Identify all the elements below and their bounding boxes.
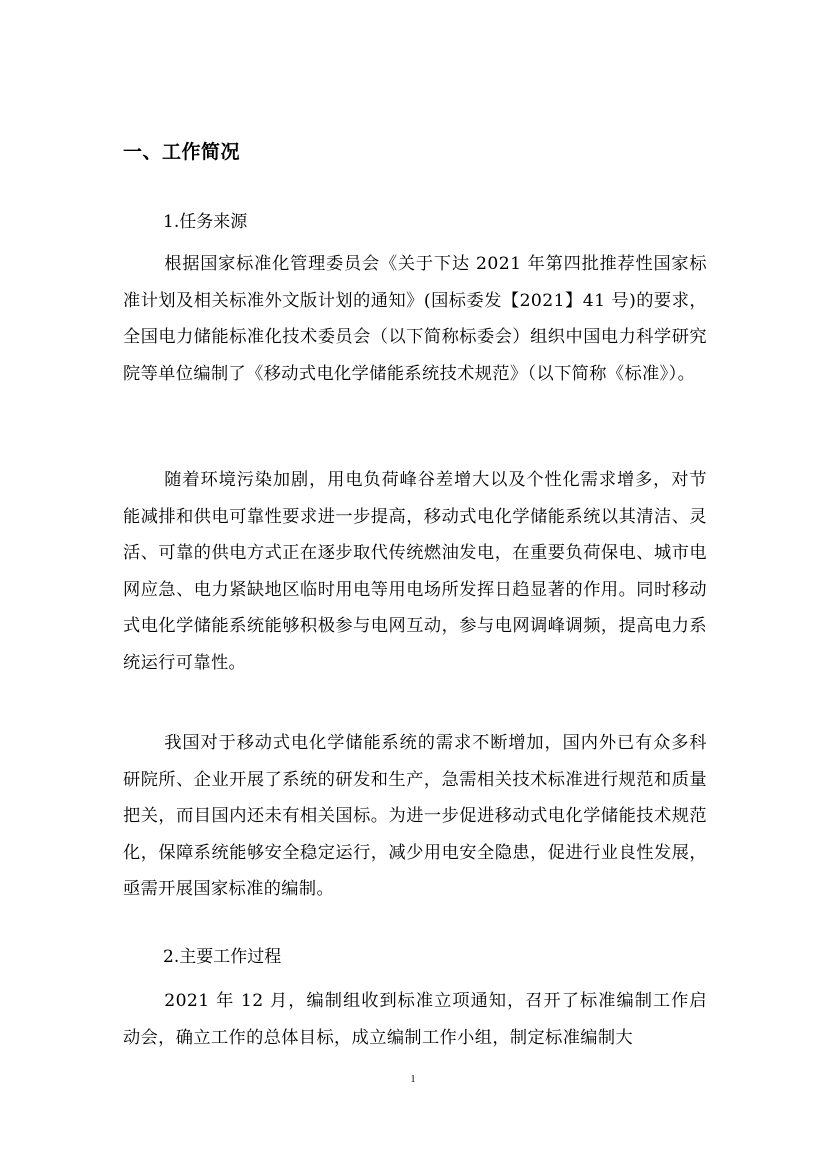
- paragraph-work-process-1: 2021 年 12 月，编制组收到标准立项通知，召开了标准编制工作启动会，确立工作的总体目标，成立编制工作小组，制定标准编制大: [123, 991, 707, 1048]
- paragraph-task-source-2: 随着环境污染加剧，用电负荷峰谷差增大以及个性化需求增多，对节能减排和供电可靠性要求进一步提高，移动式电化学储能系统以其清洁、灵活、可靠的供电方式正在逐步取代传统燃油发电，在重要负荷保电、城市电网应急、电力紧缺地区临时用电等用电场所发挥日趋显著的作用。同时移动式电化学储能系统能够积极参与电网互动，参与电网调峰调频，提高电力系统运行可靠性。: [123, 470, 707, 673]
- page-number: 1: [410, 1074, 416, 1085]
- paragraph-task-source-3: 我国对于移动式电化学储能系统的需求不断增加，国内外已有众多科研院所、企业开展了系统的研发和生产，急需相关技术标准进行规范和质量把关，而目国内还未有相关国标。为进一步促进移动式电化学储能技术规范化，保障系统能够安全稳定运行，减少用电安全隐患，促进行业良性发展，亟需开展国家标准的编制。: [123, 733, 707, 900]
- section-heading: 一、工作简况: [123, 141, 241, 163]
- subsection-title-task-source: 1.任务来源: [163, 212, 248, 232]
- subsection-title-work-process: 2.主要工作过程: [163, 947, 282, 967]
- paragraph-task-source-1: 根据国家标准化管理委员会《关于下达 2021 年第四批推荐性国家标准计划及相关标准外文版计划的通知》(国标委发【2021】41 号)的要求，全国电力储能标准化技术委员会（以下简称标委会）组织中国电力科学研究院等单位编制了《移动式电化学储能系统技术规范》（以下简称《标准》）。: [123, 254, 707, 384]
